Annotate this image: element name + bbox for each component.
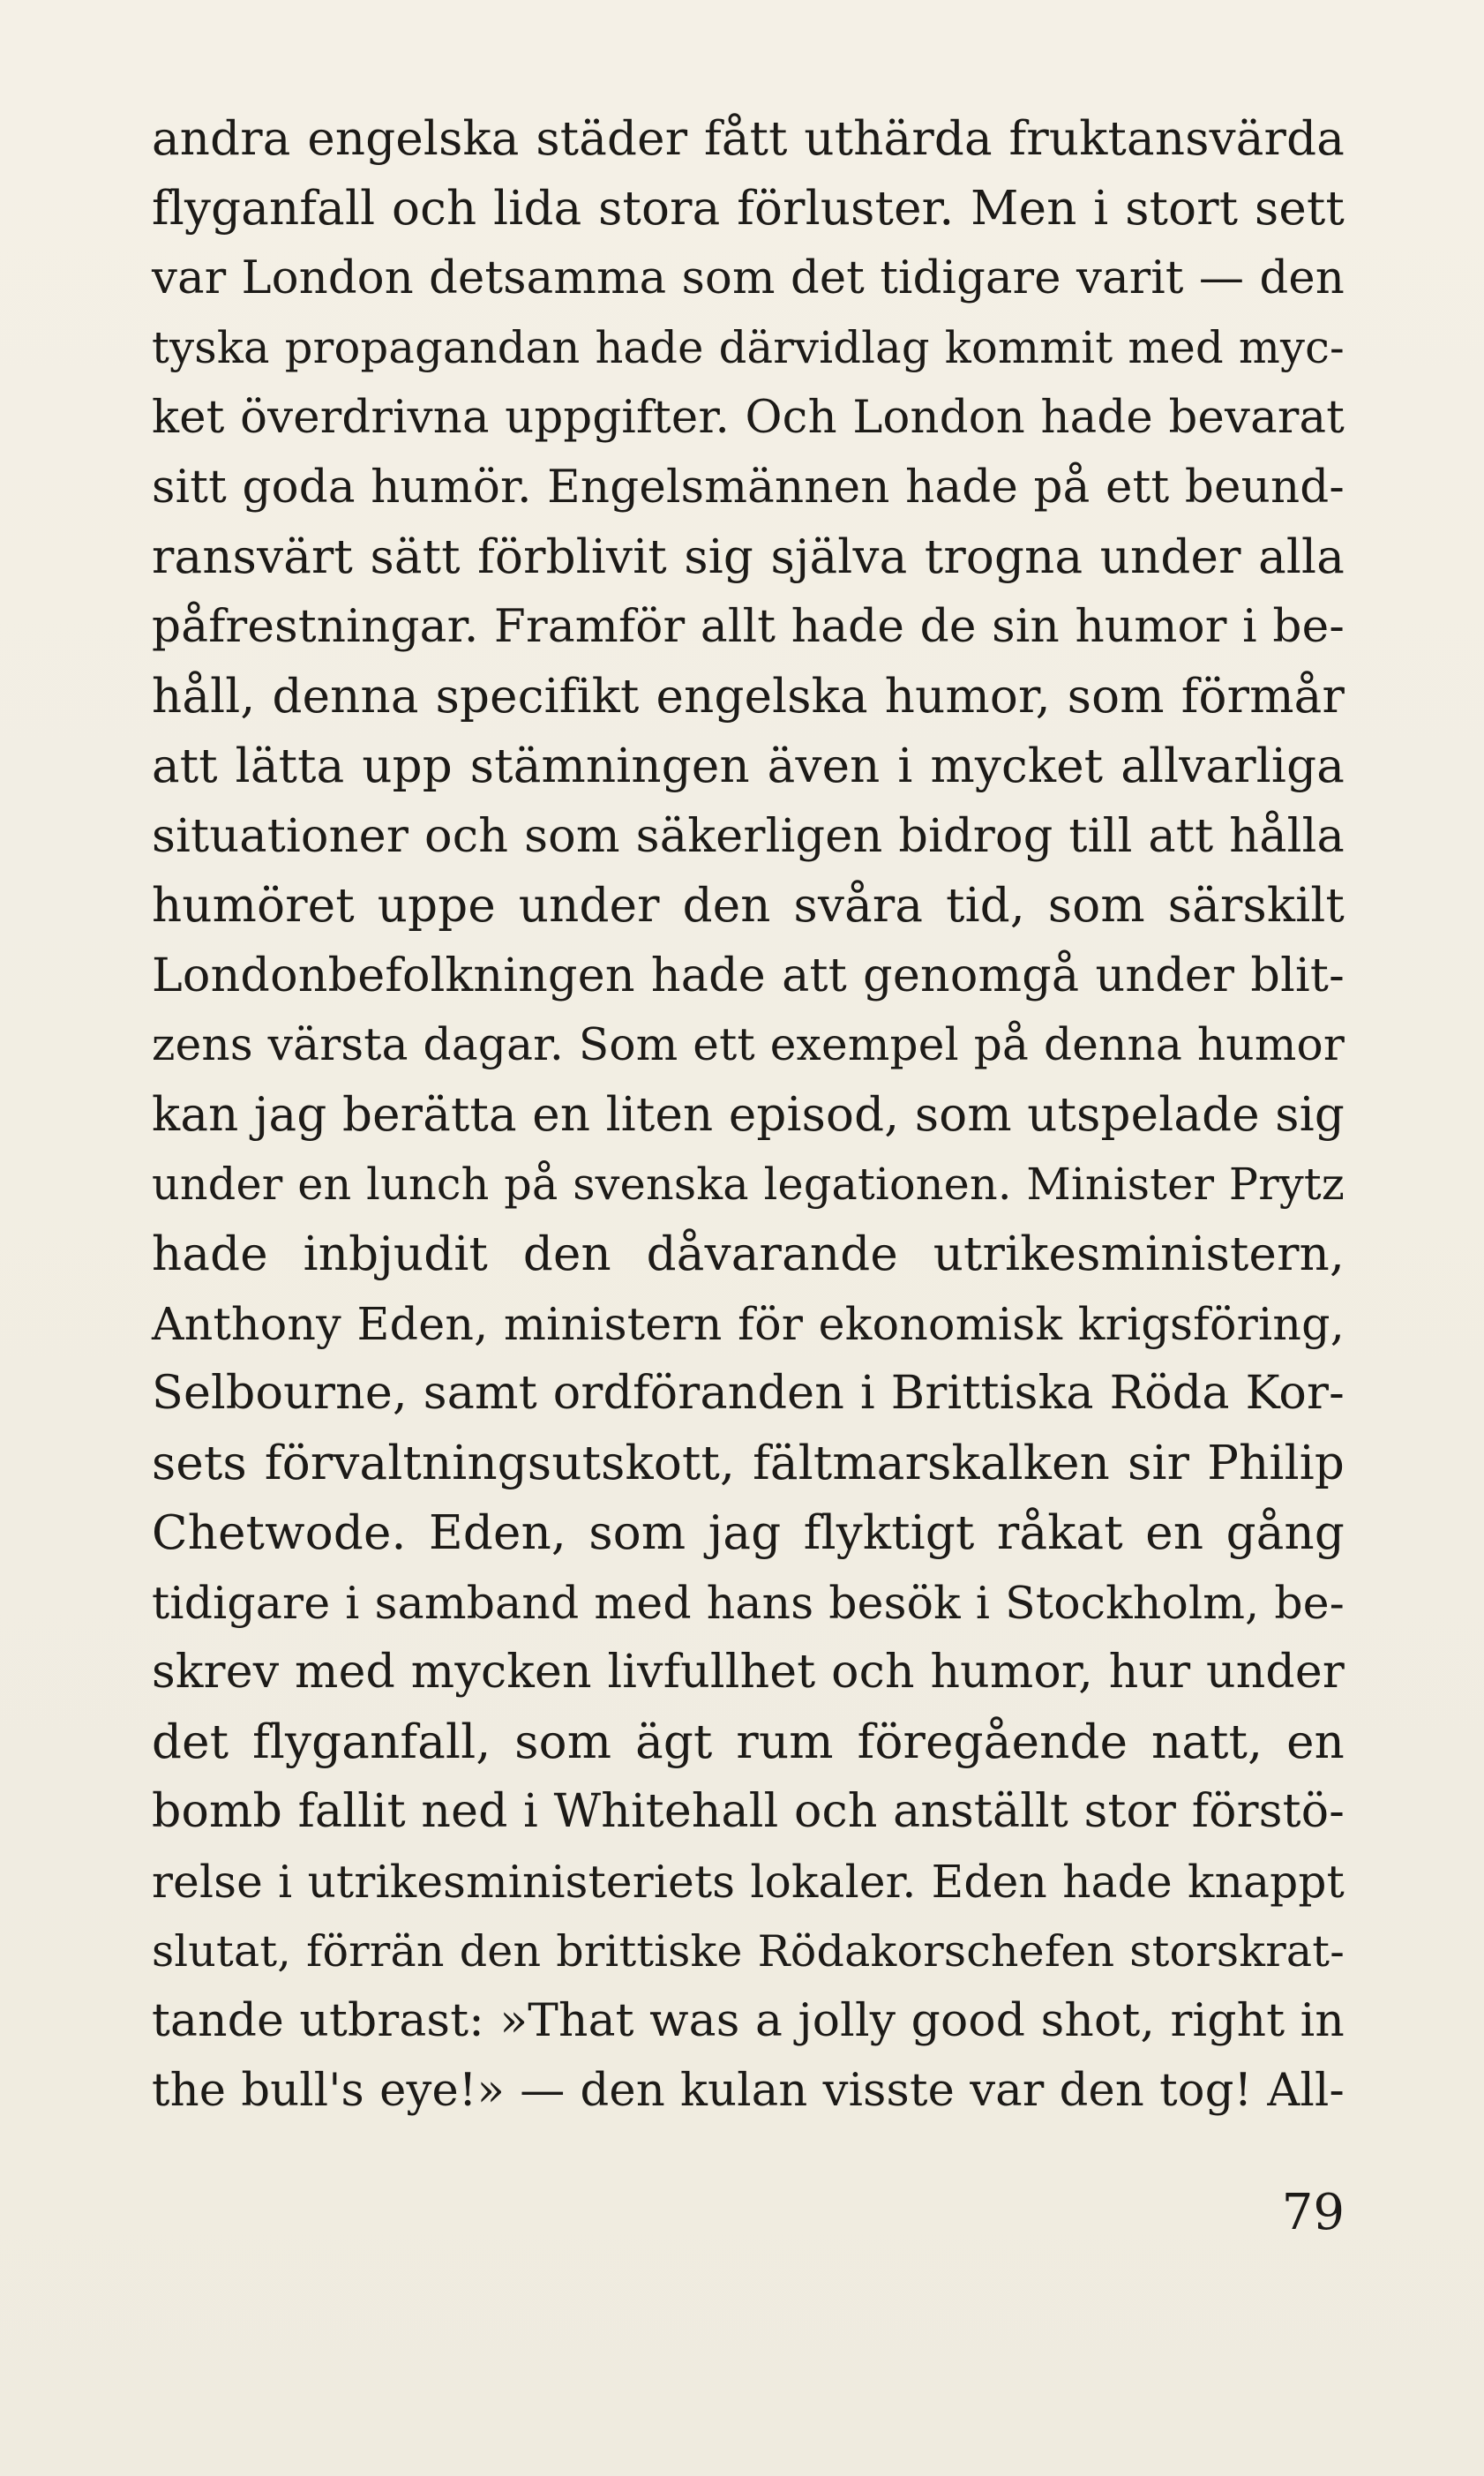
text-line: under en lunch på svenska legationen. Minister Prytz [152, 1159, 1345, 1210]
text-line: ket överdrivna uppgifter. Och London hade bevarat [152, 391, 1345, 444]
text-line: flyganfall och lida stora förluster. Men i stort sett [152, 182, 1345, 236]
text-line: bomb fallit ned i Whitehall och anställt stor förstö- [152, 1785, 1345, 1838]
body-text [152, 104, 1345, 2126]
text-line: tidigare i samband med hans besök i Stockholm, be- [152, 1577, 1345, 1629]
text-line: Londonbefolkningen hade att genomgå under blit- [152, 949, 1345, 1002]
text-line: skrev med mycken livfullhet och humor, hur under [152, 1646, 1345, 1699]
page-number: 79 [1281, 2184, 1345, 2241]
text-line: tyska propagandan hade därvidlag kommit med myc- [152, 322, 1345, 373]
text-line: det flyganfall, som ägt rum föregående natt, en [152, 1715, 1345, 1769]
text-line: att lätta upp stämningen även i mycket allvarliga [152, 739, 1345, 793]
text-line: humöret uppe under den svåra tid, som särskilt [152, 879, 1345, 933]
text-line: andra engelska städer fått uthärda fruktansvärda [152, 112, 1345, 166]
text-line: tande utbrast: »That was a jolly good shot, right in [152, 1994, 1345, 2047]
text-line: sitt goda humör. Engelsmännen hade på ett beund- [152, 461, 1345, 514]
text-line: Anthony Eden, ministern för ekonomisk krigsföring, [152, 1298, 1345, 1350]
text-line: zens värsta dagar. Som ett exempel på denna humor [152, 1019, 1345, 1070]
text-line: slutat, förrän den brittiske Rödakorschefen storskrat- [152, 1925, 1345, 1977]
text-line: var London detsamma som det tidigare varit — den [152, 252, 1345, 304]
text-line: håll, denna specifikt engelska humor, som förmår [152, 670, 1345, 724]
text-line: kan jag berätta en liten episod, som utspelade sig [152, 1088, 1345, 1142]
text-line: hade inbjudit den dåvarande utrikesministern, [152, 1227, 1345, 1281]
text-line: relse i utrikesministeriets lokaler. Eden hade knappt [152, 1856, 1345, 1908]
text-line: situationer och som säkerligen bidrog till att hålla [152, 809, 1345, 863]
text-line: sets förvaltningsutskott, fältmarskalken sir Philip [152, 1437, 1345, 1490]
text-line: the bull's eye!» — den kulan visste var den tog! All- [152, 2065, 1345, 2117]
text-line: ransvärt sätt förblivit sig själva trogna under alla [152, 530, 1345, 584]
text-line: Chetwode. Eden, som jag flyktigt råkat en gång [152, 1506, 1345, 1560]
text-line: Selbourne, samt ordföranden i Brittiska Röda Kor- [152, 1367, 1345, 1420]
text-line: påfrestningar. Framför allt hade de sin humor i be- [152, 600, 1345, 653]
